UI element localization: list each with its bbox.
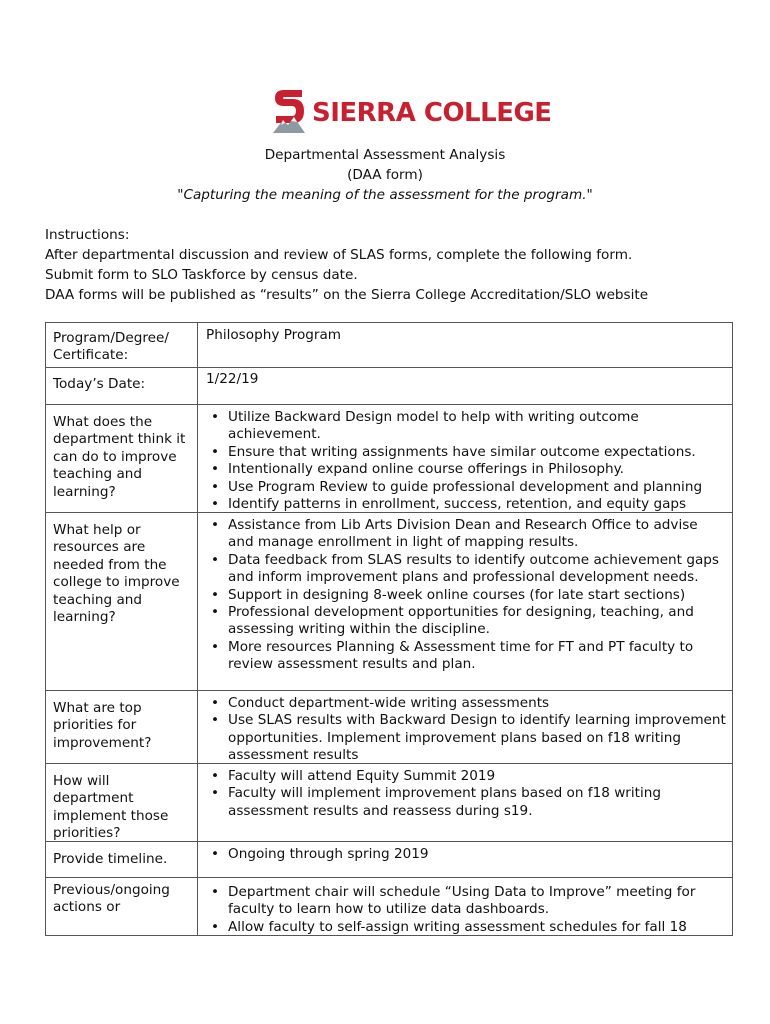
- program-value: Philosophy Program: [206, 327, 342, 343]
- row-value: [198, 513, 732, 674]
- row-value: [198, 842, 732, 863]
- instruction-line: Submit form to SLO Taskforce by census date.: [45, 267, 358, 283]
- list-item: • Identify patterns in enrollment, success, retention, and equity gaps: [228, 496, 726, 513]
- row-value: [198, 691, 732, 765]
- bullet-list: [206, 695, 726, 765]
- form-row-implementation: [45, 763, 733, 842]
- instruction-line: DAA forms will be published as “results” on the Sierra College Accreditation/SLO website: [45, 287, 649, 303]
- row-label: What does the department think it can do to improve teaching and learning?: [46, 405, 198, 512]
- row-value: [198, 764, 732, 820]
- form-row-date: [45, 367, 733, 405]
- form-row-program: [45, 322, 733, 368]
- list-item: • Intentionally expand online course offerings in Philosophy.: [228, 461, 726, 478]
- list-item: • Use SLAS results with Backward Design to identify learning improvement opportunities. Implement improvement plans based on f18 writing assessment results: [228, 712, 726, 764]
- list-item: • Faculty will attend Equity Summit 2019: [228, 768, 726, 785]
- list-item: • Faculty will implement improvement plans based on f18 writing assessment results and reassess during s19.: [228, 785, 726, 820]
- form-row-timeline: [45, 841, 733, 878]
- logo-wordmark: SIERRA COLLEGE: [312, 98, 552, 128]
- instructions-label: Instructions:: [45, 227, 130, 243]
- bullet-list: [206, 768, 726, 820]
- list-item: • Utilize Backward Design model to help with writing outcome achievement.: [228, 409, 726, 444]
- bullet-list: [206, 409, 726, 513]
- list-item: • Use Program Review to guide professional development and planning: [228, 479, 726, 496]
- row-label: How will department implement those priorities?: [46, 764, 198, 841]
- bullet-list: [206, 884, 726, 936]
- document-subtitle: (DAA form): [347, 167, 423, 183]
- list-item: • More resources Planning & Assessment time for FT and PT faculty to review assessment results and plan.: [228, 639, 726, 674]
- row-label: What help or resources are needed from the college to improve teaching and learning?: [46, 513, 198, 690]
- row-label: Program/Degree/ Certificate:: [46, 323, 198, 367]
- document-tagline: "Capturing the meaning of the assessment for the program.": [177, 187, 593, 203]
- list-item: • Professional development opportunities for designing, teaching, and assessing writing within the discipline.: [228, 604, 726, 639]
- list-item: • Allow faculty to self-assign writing assessment schedules for fall 18: [228, 919, 726, 936]
- row-label: Provide timeline.: [46, 842, 198, 877]
- instructions-block: [45, 225, 648, 305]
- document-title: Departmental Assessment Analysis: [264, 147, 506, 163]
- date-value: 1/22/19: [206, 371, 259, 387]
- list-item: • Ensure that writing assignments have similar outcome expectations.: [228, 444, 726, 461]
- bullet-list: [206, 846, 726, 863]
- row-value: [198, 405, 732, 513]
- sierra-college-logo: [272, 86, 552, 134]
- list-item: • Conduct department-wide writing assessments: [228, 695, 726, 712]
- list-item: • Support in designing 8-week online courses (for late start sections): [228, 587, 726, 604]
- form-row-department-improve: [45, 404, 733, 513]
- bullet-list: [206, 517, 726, 674]
- list-item: • Assistance from Lib Arts Division Dean and Research Office to advise and manage enrollment in light of mapping results.: [228, 517, 726, 552]
- form-row-top-priorities: [45, 690, 733, 764]
- instruction-line: After departmental discussion and review of SLAS forms, complete the following form.: [45, 247, 633, 263]
- row-label: Previous/ongoing actions or: [46, 878, 198, 935]
- list-item: • Ongoing through spring 2019: [228, 846, 726, 863]
- sierra-s-mountain-icon: [272, 87, 306, 133]
- row-label: Today’s Date:: [46, 368, 198, 404]
- list-item: • Department chair will schedule “Using Data to Improve” meeting for faculty to learn how to utilize data dashboards.: [228, 884, 726, 919]
- form-row-resources-needed: [45, 512, 733, 691]
- form-row-previous-actions: [45, 877, 733, 936]
- row-value: [198, 878, 732, 936]
- list-item: • Data feedback from SLAS results to identify outcome achievement gaps and inform improvement plans and professional development needs.: [228, 552, 726, 587]
- row-label: What are top priorities for improvement?: [46, 691, 198, 763]
- document-heading: [0, 145, 770, 205]
